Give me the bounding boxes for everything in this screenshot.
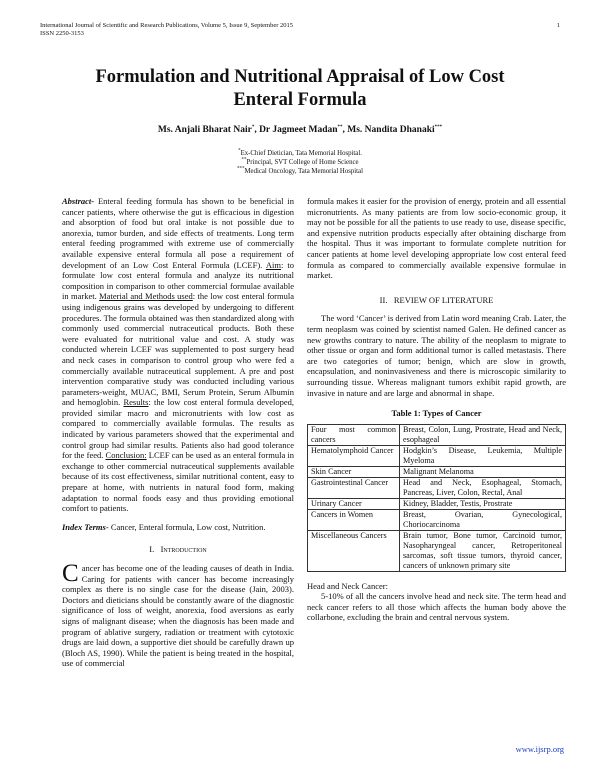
section-title: REVIEW OF LITERATURE — [393, 294, 494, 305]
author-separator: , — [342, 125, 348, 135]
cancer-type-cell: Hematolymphoid Cancer — [308, 445, 400, 466]
affiliation-3 — [50, 168, 550, 177]
cancer-type-cell: Cancers in Women — [308, 509, 400, 530]
author-1-mark: * — [251, 124, 255, 130]
page-header — [40, 22, 560, 38]
table-row — [308, 445, 566, 466]
affiliation-mark: ** — [241, 157, 247, 163]
review-paragraph: The word ‘Cancer’ is derived from Latin word meaning Crab. Later, the term neoplasm was coined by scientist named Galen. He defined cancer as new growths contrary to nature. The ability of the neoplasm to migrate to other tissue or organ and form additional tumor is called metastasis. There are two categories of tumor; benign, which are slow in growth, encapsulation, and noninvasiveness and there is microscopic similarity to surrounding tissue. Whereas malignant tumors exhibit rapid growth, are invasive in nature and are large and abnormal in shape. — [307, 313, 566, 398]
aim-text: : to formulate low cost enteral formula and analyze its nutritional composition in comparison to other commercial formulae available in market. — [62, 259, 294, 302]
affiliation-1 — [50, 150, 550, 159]
section-heading-review — [307, 295, 566, 306]
title-line-2: Enteral Formula — [233, 90, 367, 110]
table-row — [308, 466, 566, 477]
abstract — [62, 196, 294, 514]
section-title: Introduction — [160, 544, 207, 555]
index-terms-label: Index Terms — [62, 521, 106, 532]
introduction-paragraph — [62, 560, 294, 669]
table-row — [308, 424, 566, 445]
cancer-sites-cell: Breast, Ovarian, Gynecological, Choriocarcinoma — [400, 509, 566, 530]
section-number: II. — [379, 294, 388, 305]
affiliation-text: Principal, SVT College of Home Science — [246, 158, 359, 166]
head-neck-paragraph: 5-10% of all the cancers involve head and neck site. The term head and neck cancer refers to all those which affects the human body above the collarbone, excluding the brain and central nervous system. — [307, 591, 566, 623]
section-heading-introduction — [62, 544, 294, 555]
author-3-mark: *** — [434, 124, 443, 130]
conclusion-text: LCEF can be used as an enteral formula in exchange to other commercial nutraceutical supplements available because of its cost effectiveness, similar nutritional content, easy to prepare at home, with nutrients in natural food form, making adaptation to normal foods easy and thus providing emotional comfort to patients. — [62, 450, 294, 514]
table-row — [308, 477, 566, 498]
cancer-type-cell: Gastrointestinal Cancer — [308, 477, 400, 498]
journal-name: International Journal of Scientific and Research Publications, Volume 5, Issue 9, September 2015 — [40, 22, 294, 29]
index-terms-text: - Cancer, Enteral formula, Low cost, Nutrition. — [105, 521, 266, 532]
methods-text: : the low cost enteral formula using indigenous grains was developed by undergoing to different procedures. The formula obtained was then standardized along with commonly used commercial nutraceutical products. Both these were evaluated for nutritional value and cost. A study was conducted wherein LCEF was supplemented to post surgery head and neck cases in comparison to control group who were fed a commercially available nutraceutical supplement. A pre and post intervention comparative study was conducted including various parameters-weight, MUAC, BMI, Serum Protein, Serum Albumin and hemoglobin. — [62, 291, 294, 408]
cancer-type-cell: Skin Cancer — [308, 466, 400, 477]
author-2-mark: ** — [337, 124, 343, 130]
affiliation-text: Medical Oncology, Tata Memorial Hospital — [244, 167, 363, 175]
cancer-sites-cell: Kidney, Bladder, Testis, Prostrate — [400, 498, 566, 509]
author-2: Dr Jagmeet Madan — [259, 125, 338, 135]
author-separator: , — [254, 125, 260, 135]
affiliation-mark: * — [238, 148, 241, 154]
title-line-1: Formulation and Nutritional Appraisal of Low Cost — [95, 67, 505, 87]
index-terms — [62, 522, 294, 533]
cancer-type-cell: Four most common cancers — [308, 424, 400, 445]
paper-title — [50, 66, 550, 112]
right-column — [307, 196, 566, 623]
left-column — [62, 196, 294, 669]
affiliation-mark: *** — [237, 166, 245, 172]
conclusion-label: Conclusion: — [105, 450, 147, 461]
results-text: : the low cost enteral formula developed, provided similar macro and micronutrients with low cost as compared to commercially available formulas. The results as indicated by various parameters showed that the experimental and control group had similar results. Patients also had good tolerance for the feed. — [62, 397, 294, 461]
affiliations — [50, 150, 550, 176]
cancer-sites-cell: Head and Neck, Esophageal, Stomach, Pancreas, Liver, Colon, Rectal, Anal — [400, 477, 566, 498]
introduction-text: ancer has become one of the leading causes of death in India. Caring for patients with cancer has become increasingly complex as there is no single case for the disease (Jain, 2003). Doctors and dieticians should be constantly aware of the diagnostic significance of loss of weight, anorexia, food aversions as early signs of malignant disease; when the diagnosis has been made and program of ablative surgery, radiation or treatment with cytotoxic drugs are laid down, a supportive diet should be carefully drawn up (Bloch AS, 1990). While the patient is being treated in the hospital, use of commercial — [62, 563, 294, 669]
table-row — [308, 509, 566, 530]
introduction-continuation: formula makes it easier for the provision of energy, protein and all essential micronutrients. As many patients are from low socio-economic group, it may not be possible for all the patients to use ready to use, disease specific, and expensive nutrition products especially after obtaining discharge from the hospital. Thus it was important to formulate complete nutrition for cancer patients at home level developing appropriate low cost enteral feed formula as compared to commercially available expensive formulae in market. — [307, 196, 566, 281]
cancer-sites-cell: Hodgkin’s Disease, Leukemia, Multiple Myeloma — [400, 445, 566, 466]
issn: ISSN 2250-3153 — [40, 30, 84, 37]
cancer-sites-cell: Brain tumor, Bone tumor, Carcinoid tumor, Nasopharyngeal cancer, Retroperitoneal sarcomas, soft tissue tumors, thyroid cancer, cancers of unknown primary site — [400, 530, 566, 571]
section-number: I. — [149, 544, 155, 555]
aim-label: Aim — [265, 259, 281, 270]
cancer-sites-cell: Malignant Melanoma — [400, 466, 566, 477]
journal-website-link[interactable]: www.ijsrp.org — [515, 744, 564, 754]
affiliation-2 — [50, 159, 550, 168]
author-1: Ms. Anjali Bharat Nair — [157, 125, 252, 135]
head-neck-heading: Head and Neck Cancer: — [307, 580, 388, 591]
table-row — [308, 530, 566, 571]
page-number: 1 — [556, 22, 560, 29]
author-list — [50, 125, 550, 135]
cancer-type-cell: Urinary Cancer — [308, 498, 400, 509]
abstract-intro: Enteral feeding formula has shown to be beneficial in cancer patients, where otherwise the gut is efficacious in digestion and absorption of food but oral intake is not possible due to anorexia, tumor burden, and side effects of treatments. Long term enteral feeding programmed with extreme use of commercially available expensive enteral formula all pose a requirement of development of an Low Cost Enteral Formula (LCEF). — [62, 196, 294, 270]
cancer-sites-cell: Breast, Colon, Lung, Prostrate, Head and Neck, esophageal — [400, 424, 566, 445]
author-3: Ms. Nandita Dhanaki — [347, 125, 435, 135]
table-title: Table 1: Types of Cancer — [391, 408, 482, 419]
results-label: Results — [123, 397, 149, 408]
cancer-type-cell: Miscellaneous Cancers — [308, 530, 400, 571]
drop-cap: C — [62, 560, 79, 587]
table-row — [308, 498, 566, 509]
affiliation-text: Ex-Chief Dietician, Tata Memorial Hospital. — [240, 150, 362, 157]
abstract-label: Abstract- — [62, 196, 95, 206]
cancer-types-table — [307, 424, 566, 572]
methods-label: Material and Methods used — [99, 291, 193, 302]
